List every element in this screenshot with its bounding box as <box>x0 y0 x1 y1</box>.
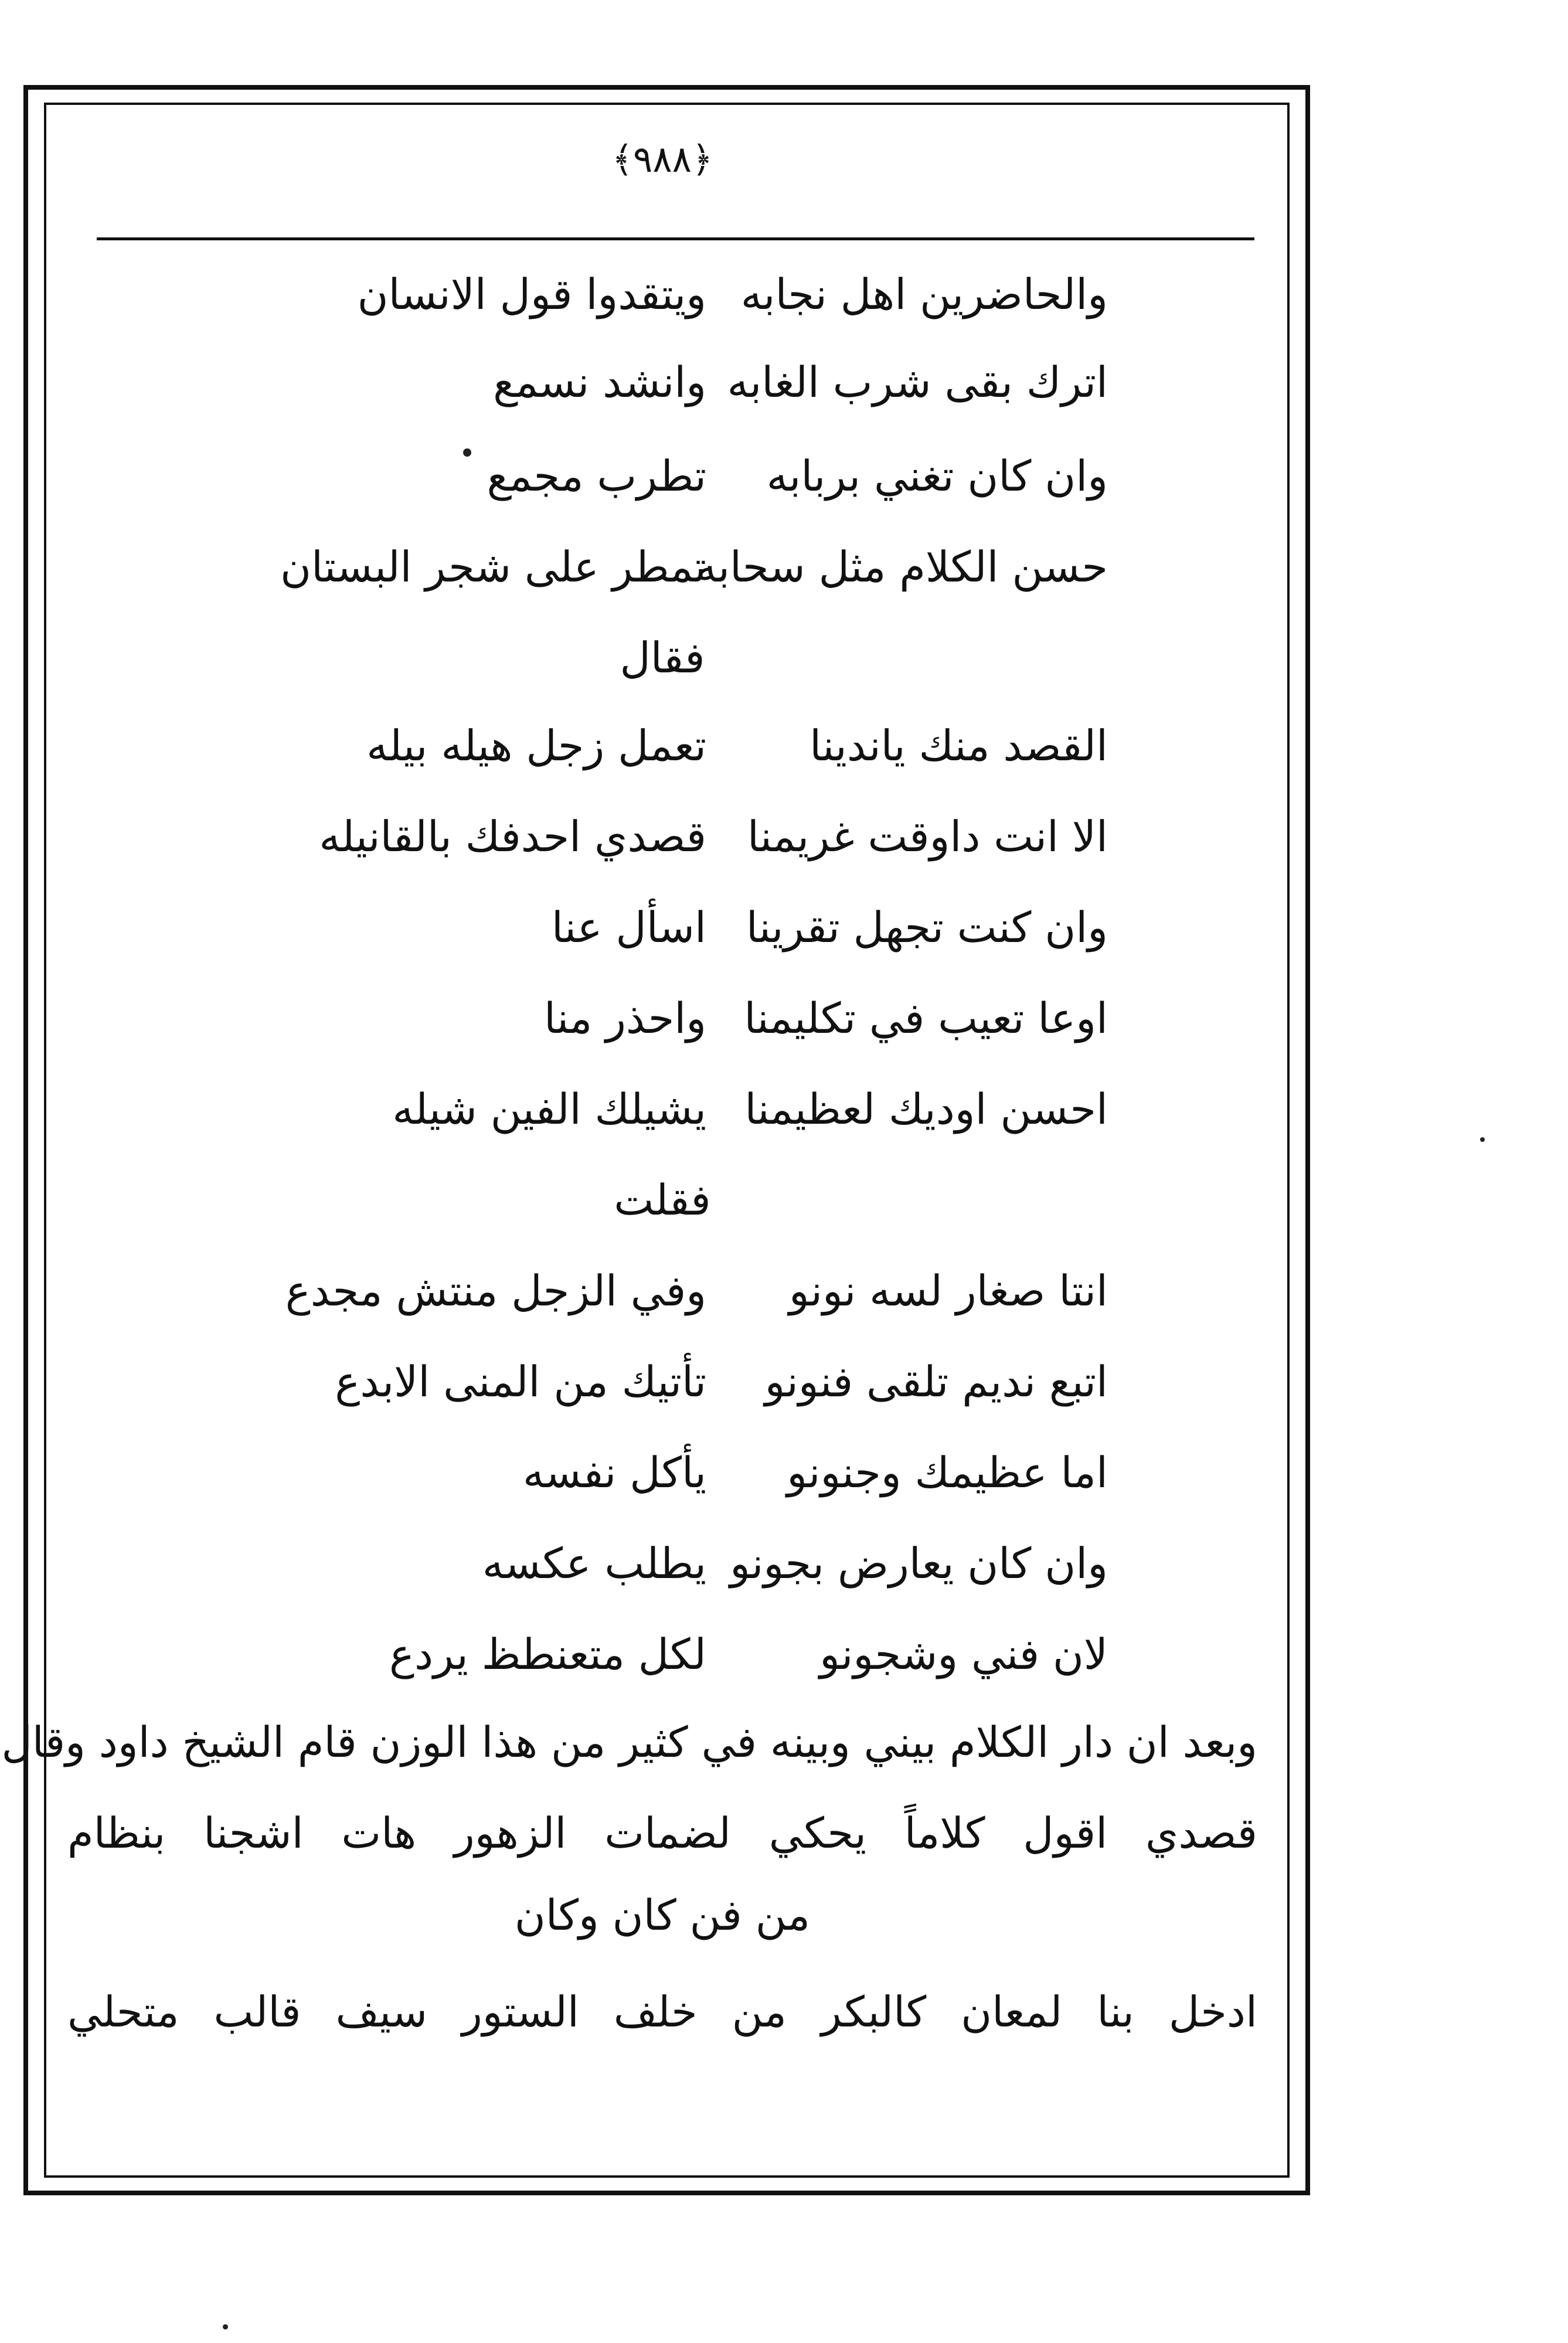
poem-line-right: وان كنت تجهل تقرينا <box>746 903 1108 952</box>
poem-line-right: اترك بقى شرب الغابه <box>727 358 1108 407</box>
poem-line-left: ويتقدوا قول الانسان <box>357 270 706 319</box>
prose-line: ادخل بنا لمعان كالبكر من خلف الستور سيف قالب متحلي <box>67 1987 1257 2036</box>
poem-line-right: انتا صغار لسه نونو <box>788 1266 1108 1315</box>
section-heading: فقال <box>620 633 705 682</box>
prose-line: وبعد ان دار الكلام بيني وبينه في كثير من هذا الوزن قام الشيخ داود وقال <box>1 1718 1257 1767</box>
poem-line-left: تأتيك من المنى الابدع <box>335 1357 706 1406</box>
header-rule <box>97 237 1254 240</box>
poem-line-right: اوعا تعيب في تكليمنا <box>744 994 1108 1043</box>
centered-line: من فن كان وكان <box>514 1890 811 1940</box>
poem-line-left: يأكل نفسه <box>523 1448 706 1497</box>
poem-line-left: وفي الزجل منتش مجدع <box>285 1266 706 1315</box>
poem-line-right: اتبع نديم تلقى فنونو <box>764 1357 1108 1406</box>
poem-line-left: وانشد نسمع <box>493 358 706 407</box>
poem-line-right: والحاضرين اهل نجابه <box>740 270 1108 319</box>
ink-speck <box>223 2324 228 2330</box>
poem-line-right: احسن اوديك لعظيمنا <box>744 1084 1108 1134</box>
poem-line-left: لكل متعنطظ يردع <box>389 1630 706 1679</box>
section-heading: فقلت <box>614 1175 711 1225</box>
poem-line-left: اسأل عنا <box>551 903 706 952</box>
ink-speck <box>463 448 471 457</box>
poem-line-right: وان كان يعارض بجونو <box>730 1539 1108 1588</box>
poem-line-left: تطرب مجمع <box>487 451 706 501</box>
ink-speck <box>1480 1137 1485 1142</box>
prose-line: قصدي اقول كلاماً يحكي لضمات الزهور هات اشجنا بنظام <box>67 1808 1257 1858</box>
poem-line-left: يطلب عكسه <box>482 1539 706 1588</box>
poem-line-left: واحذر منا <box>544 994 706 1043</box>
inner-border <box>1 103 1290 2178</box>
poem-line-left: تعمل زجل هيله بيله <box>366 721 706 770</box>
poem-line-right: القصد منك ياندينا <box>809 721 1108 770</box>
poem-line-right: حسن الكلام مثل سحابه <box>695 542 1108 591</box>
poem-line-right: الا انت داوقت غريمنا <box>747 812 1108 861</box>
page-number: ﴿٩٨٨﴾ <box>611 138 713 181</box>
poem-line-left: يشيلك الفين شيله <box>392 1084 706 1134</box>
poem-line-right: اما عظيمك وجنونو <box>787 1448 1108 1497</box>
poem-line-left: قصدي احدفك بالقانيله <box>319 812 706 861</box>
poem-line-right: وان كان تغني بربابه <box>766 451 1108 501</box>
poem-line-right: لان فني وشجونو <box>819 1630 1108 1679</box>
poem-line-left: تمطر على شجر البستان <box>280 542 706 591</box>
